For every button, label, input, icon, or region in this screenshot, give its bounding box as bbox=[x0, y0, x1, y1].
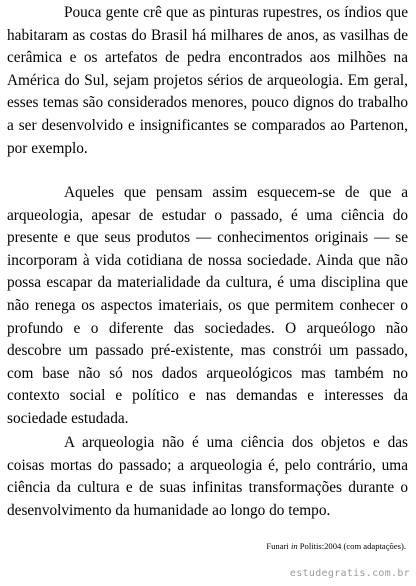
paragraph-3: A arqueologia não é uma ciência dos objetos e das coisas mortas do passado; a arqueologia é, pelo contrário, uma ciência da cultura e de suas infinitas transformações durante o desenvolvimento da humanidade ao longo do tempo. bbox=[7, 434, 408, 519]
citation-author: Funari bbox=[266, 541, 289, 551]
paragraph-2: Aqueles que pensam assim esquecem-se de que a arqueologia, apesar de estudar o passado, é uma ciência do presente e que seus produtos — conhecimentos originais — se incorporam à vida cotidiana de nossa sociedade. Ainda que não possa escapar da materialidade da cultura, é uma disciplina que não renega os aspectos imateriais, os que permitem conhecer o profundo e o diferente das sociedades. O arqueólogo não descobre um passado pré-existente, mas constrói um passado, com base não só nos dados arqueológicos mas também no contexto social e político e nas demandas e interesses da sociedade estudada. bbox=[7, 184, 408, 427]
watermark: estudegratis.com.br bbox=[289, 568, 410, 579]
citation-connector: in bbox=[290, 541, 298, 551]
source-citation bbox=[266, 541, 406, 552]
citation-source: Politis:2004 (com adaptações). bbox=[299, 541, 406, 551]
paragraph-1: Pouca gente crê que as pinturas rupestres, os índios que habitaram as costas do Brasil há milhares de anos, as vasilhas de cerâmica e os artefatos de pedra encontrados aos milhões na América do Sul, sejam projetos sérios de arqueologia. Em geral, esses temas são considerados menores, pouco dignos do trabalho a ser desenvolvido e insignificantes se comparados ao Partenon, por exemplo. bbox=[7, 4, 408, 157]
